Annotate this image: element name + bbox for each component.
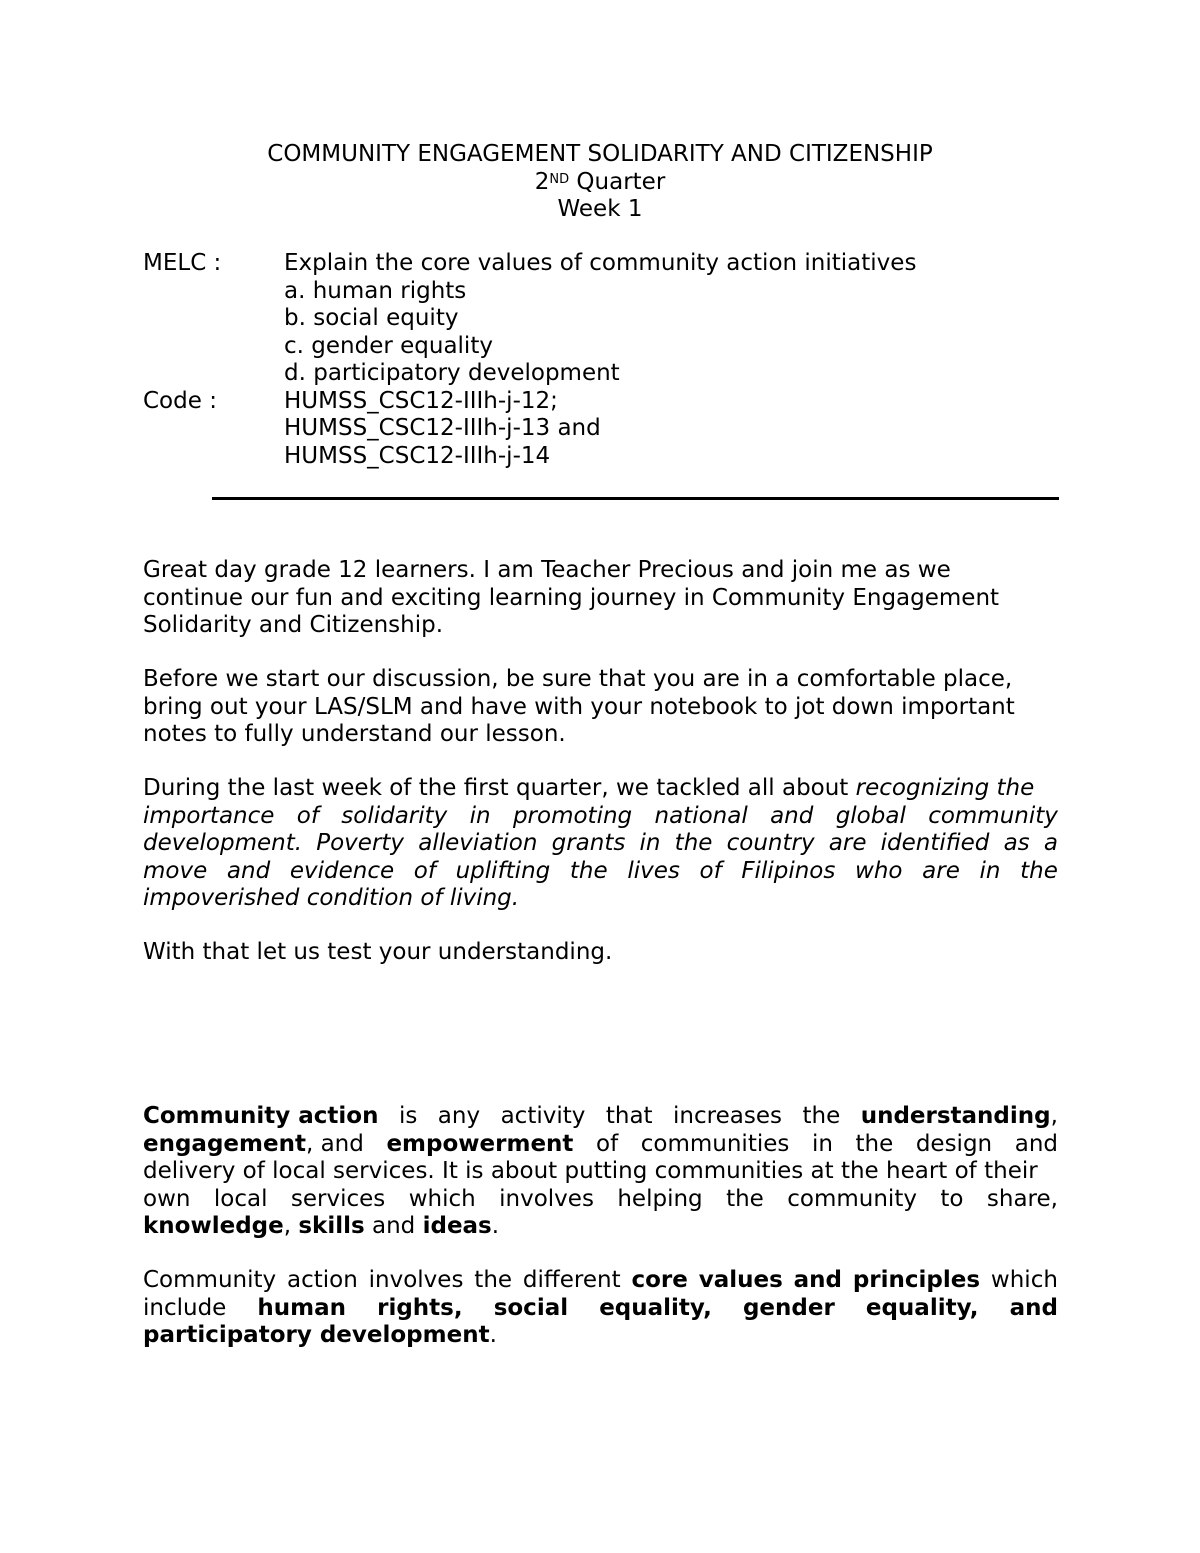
document-title: COMMUNITY ENGAGEMENT SOLIDARITY AND CITIZENSHIP [267, 141, 933, 167]
word: promoting [512, 802, 633, 829]
word: local [213, 1185, 268, 1212]
word: of [596, 1130, 619, 1157]
code-line: HUMSS_CSC12-IIIh-j-13 and [284, 415, 601, 441]
word: design [915, 1130, 993, 1157]
word: human [257, 1294, 347, 1321]
horizontal-rule [212, 497, 1059, 500]
word: national [654, 802, 748, 829]
word: development. [143, 830, 303, 856]
word: core [631, 1267, 688, 1293]
melc-item-text: c. gender equality [284, 332, 493, 359]
word: equality, [865, 1294, 979, 1321]
term-engagement: engagement [143, 1130, 306, 1157]
term-knowledge: knowledge [143, 1213, 284, 1239]
code-line: HUMSS_CSC12-IIIh-j-12; [284, 387, 558, 414]
word: principles [852, 1267, 981, 1293]
melc-item [143, 305, 1083, 333]
word: evidence [289, 857, 395, 884]
code-line: HUMSS_CSC12-IIIh-j-14 [284, 442, 551, 469]
text-line [143, 775, 1058, 803]
text-line [143, 1267, 1058, 1295]
text-line [143, 1186, 1058, 1214]
text-line: Great day grade 12 learners. I am Teacher Precious and join me as we [143, 557, 951, 583]
word: activity [500, 1103, 586, 1129]
text-line [143, 1295, 1058, 1323]
text-line [143, 1131, 1058, 1159]
text-line: notes to fully understand our lesson. [143, 721, 566, 747]
word: communities [640, 1130, 790, 1157]
word: which [408, 1185, 476, 1212]
word: the [1020, 857, 1058, 884]
word: equality, [599, 1294, 712, 1321]
word: Community [143, 1267, 277, 1293]
word: in [639, 830, 661, 856]
word: a [1043, 830, 1058, 856]
word: any [437, 1103, 481, 1129]
word: of [413, 857, 436, 884]
word: uplifting [455, 857, 551, 884]
word: of [296, 802, 319, 829]
melc-item-text: a. human rights [284, 277, 467, 304]
term-ideas: ideas [422, 1213, 492, 1239]
text-line: participatory development. [143, 1322, 497, 1348]
word: and [793, 1267, 842, 1293]
text-line: continue our fun and exciting learning journey in Community Engagement [143, 584, 1000, 611]
text-line [143, 1103, 1058, 1131]
melc-text: Explain the core values of community action initiatives [284, 250, 917, 276]
text-line: Solidarity and Citizenship. [143, 612, 444, 638]
text-line [143, 803, 1058, 831]
week-label: Week 1 [557, 196, 643, 222]
text-line: knowledge, skills and ideas. [143, 1213, 500, 1239]
word: country [726, 830, 815, 856]
word: Filipinos [741, 857, 836, 884]
word: alleviation [418, 830, 538, 856]
word: importance [143, 802, 275, 829]
quarter-word: Quarter [576, 168, 666, 195]
word: lives [627, 857, 680, 884]
code-row [143, 388, 1083, 416]
word: increases [673, 1103, 782, 1129]
word: who [855, 857, 903, 884]
quarter-number: 2 [534, 168, 550, 195]
word: services [290, 1185, 386, 1212]
word: community [928, 802, 1058, 829]
inline-text: understanding, [860, 1103, 1058, 1129]
term-understanding: understanding [860, 1103, 1051, 1129]
word: gender [742, 1294, 835, 1321]
document-header [0, 141, 1200, 224]
word: are [922, 857, 960, 884]
word: as [1003, 830, 1030, 856]
word: grants [551, 830, 626, 856]
term-skills: skills [298, 1213, 365, 1239]
text-line [143, 858, 1058, 886]
word: the [802, 1103, 841, 1129]
review-paragraph [143, 775, 1058, 913]
word: the [726, 1185, 764, 1212]
word: in [811, 1130, 833, 1157]
text-line: delivery of local services. It is about putting communities at the heart of their [143, 1158, 1038, 1184]
word: of [699, 857, 722, 884]
text-line: impoverished condition of living. [143, 885, 520, 911]
code-row [143, 443, 1083, 471]
community-action-paragraph [143, 1103, 1058, 1241]
text-line: bring out your LAS/SLM and have with your notebook to jot down important [143, 693, 1015, 720]
word: in [979, 857, 1001, 884]
word: that [605, 1103, 653, 1129]
word: community [787, 1185, 917, 1212]
word: social [493, 1294, 569, 1321]
word: to [940, 1185, 964, 1212]
term-empowerment: empowerment [386, 1130, 574, 1157]
before-paragraph [143, 666, 1058, 749]
code-label: Code : [143, 387, 217, 414]
term-community-action: Community action [143, 1103, 379, 1129]
word: share, [986, 1185, 1058, 1212]
word: is [398, 1103, 418, 1129]
melc-item-text: b. social equity [284, 305, 459, 331]
term-participatory-development: participatory development [143, 1322, 490, 1348]
word: and [770, 802, 814, 829]
word: and [1014, 1130, 1058, 1157]
word: and [1009, 1294, 1058, 1321]
inline-text: include [143, 1294, 227, 1321]
test-paragraph: With that let us test your understanding. [143, 939, 613, 965]
inline-text: engagement, and [143, 1130, 364, 1157]
word: identified [880, 830, 990, 856]
melc-row [143, 250, 1083, 278]
word: involves [368, 1267, 464, 1293]
word: are [828, 830, 867, 856]
core-values-paragraph [143, 1267, 1058, 1350]
word: different [522, 1267, 621, 1293]
melc-item [143, 278, 1083, 306]
word: the [855, 1130, 894, 1157]
word: the [569, 857, 608, 884]
review-lead: During the last week of the first quarter, we tackled all about [143, 775, 849, 801]
word: own [143, 1185, 191, 1212]
word: and [226, 857, 271, 884]
word: values [698, 1267, 783, 1293]
review-italic: recognizing the [855, 775, 1035, 801]
quarter-line [0, 169, 1200, 197]
melc-block [143, 250, 1083, 470]
melc-label: MELC : [143, 250, 222, 276]
quarter-ordinal: ND [549, 171, 570, 187]
text-line [143, 830, 1058, 858]
word: move [143, 857, 208, 884]
word: in [469, 802, 491, 829]
word: Poverty [316, 830, 405, 856]
word: solidarity [341, 802, 448, 829]
melc-item [143, 360, 1083, 388]
inline-text: which [990, 1267, 1058, 1293]
word: action [286, 1267, 358, 1293]
melc-item-text: d. participatory development [284, 360, 620, 386]
word: the [674, 830, 713, 856]
word: helping [617, 1185, 703, 1212]
melc-item [143, 333, 1083, 361]
word: rights, [377, 1294, 463, 1321]
word: global [835, 802, 906, 829]
greeting-paragraph [143, 557, 1058, 640]
word: the [474, 1267, 513, 1293]
code-row [143, 415, 1083, 443]
text-line: Before we start our discussion, be sure that you are in a comfortable place, [143, 666, 1013, 692]
word: involves [499, 1185, 594, 1212]
